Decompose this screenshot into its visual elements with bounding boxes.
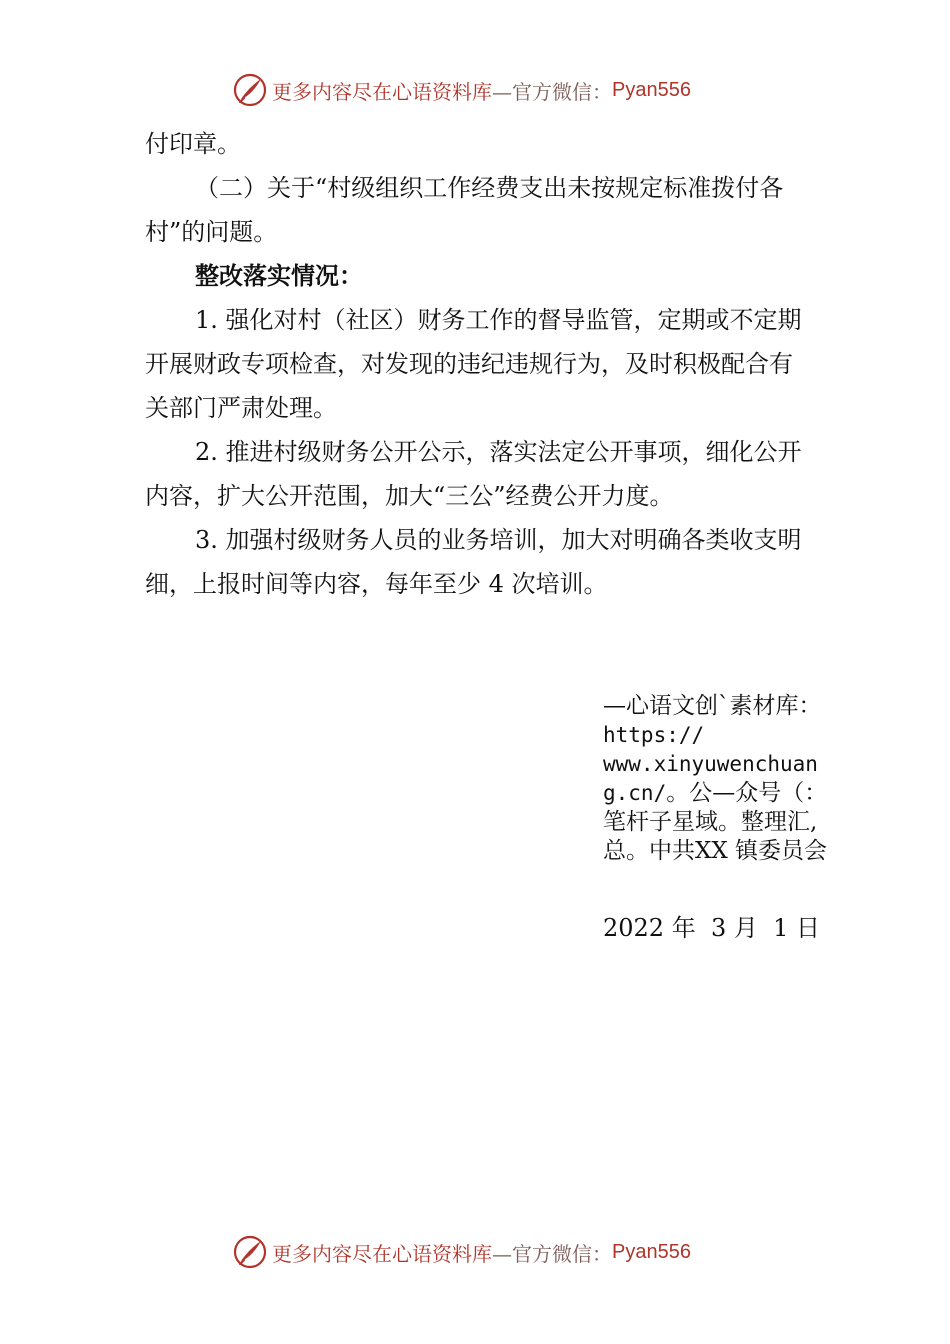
document-body (145, 122, 810, 606)
banner-main-text: 更多内容尽在心语资料库 (272, 1241, 492, 1266)
banner-sub-text: —官方微信： (492, 79, 612, 104)
paragraph-issue-heading: （二）关于“村级组织工作经费支出未按规定标准拨付各村”的问题。 (145, 174, 784, 246)
signature-url-scheme: https:// (603, 723, 705, 747)
signature-line-1: —心语文创`素材库： (603, 693, 822, 719)
paragraph-item-2: 2. 推进村级财务公开公示，落实法定公开事项，细化公开内容，扩大公开范围，加大“三公”经费公开力度。 (145, 438, 802, 510)
paragraph-rectification-heading: 整改落实情况： (195, 261, 363, 290)
document-date: 2022 年 3 月 1 日 (603, 914, 821, 942)
banner-main-text: 更多内容尽在心语资料库 (272, 79, 492, 104)
signature-url-host: www.xinyuwenchuang.cn/ (603, 752, 818, 805)
banner-wechat-id: Pyan556 (612, 1240, 691, 1263)
header-watermark-banner (232, 70, 752, 110)
paragraph-item-3: 3. 加强村级财务人员的业务培训，加大对明确各类收支明细，上报时间等内容，每年至少 4 次培训。 (145, 526, 802, 598)
banner-wechat-id: Pyan556 (612, 78, 691, 101)
signature-block (603, 692, 843, 866)
signature-url-and-org (603, 750, 843, 866)
signature-org-text: 。公—众号（：笔杆子星域。整理汇,总。中共XX 镇委员会 (603, 780, 828, 864)
footer-watermark-banner (232, 1232, 752, 1272)
paragraph-seal: 付印章。 (145, 130, 241, 158)
paragraph-item-1: 1. 强化对村（社区）财务工作的督导监管，定期或不定期开展财政专项检查，对发现的违纪违规行为，及时积极配合有关部门严肃处理。 (145, 306, 802, 422)
banner-sub-text: —官方微信： (492, 1241, 612, 1266)
quill-pen-logo-icon (232, 1234, 268, 1270)
quill-pen-logo-icon (232, 72, 268, 108)
